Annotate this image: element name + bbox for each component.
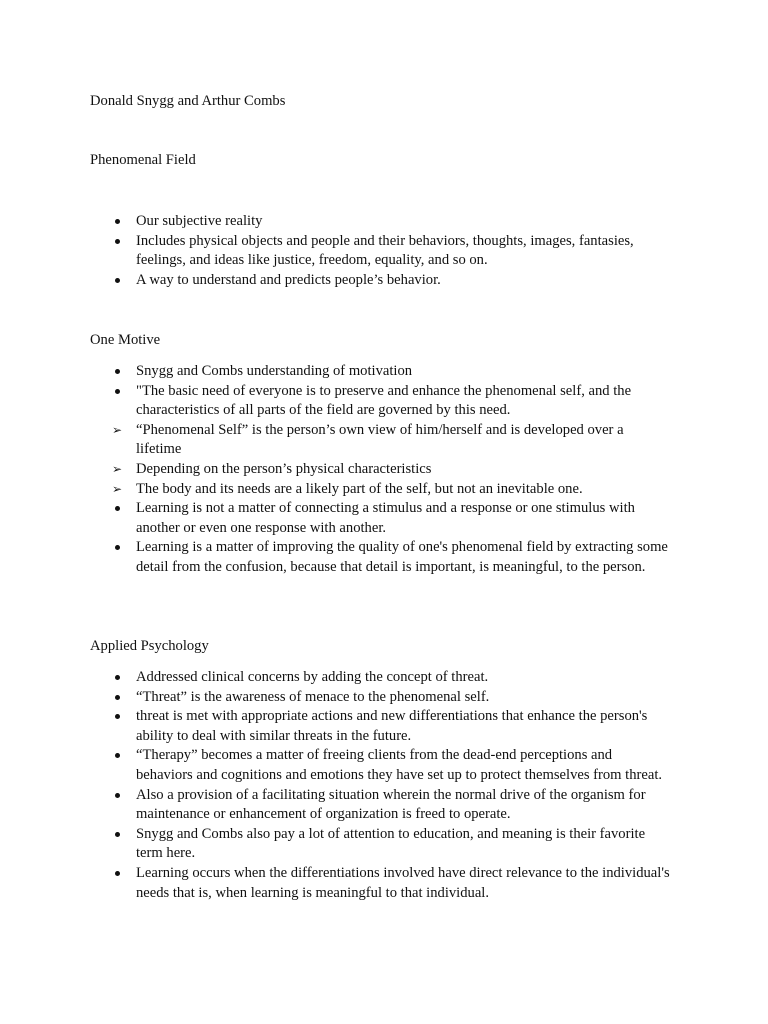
list-item-text: Learning is a matter of improving the quality of one's phenomenal field by extracting some detail from the confusion, because that detail is important, is meaningful, to the person.: [136, 539, 668, 575]
list-item-text: Learning is not a matter of connecting a stimulus and a response or one stimulus with another or even one response with another.: [136, 500, 635, 536]
list-item: [90, 786, 670, 825]
section-heading-applied-psychology: Applied Psychology: [90, 638, 209, 654]
list-item-text: Depending on the person’s physical characteristics: [136, 460, 432, 477]
list-item: [90, 668, 670, 688]
arrow-bullet-icon: ➢: [112, 422, 123, 437]
list-item: [90, 232, 670, 271]
list-item: [90, 382, 670, 421]
list-item-text: “Therapy” becomes a matter of freeing clients from the dead-end perceptions and behaviors and cognitions and emotions they have set up to protect themselves from threat.: [136, 747, 663, 783]
list-item: [90, 421, 670, 460]
list-item-text: “Threat” is the awareness of menace to the phenomenal self.: [136, 688, 490, 705]
list-item: [90, 746, 670, 785]
list-item-text: Snygg and Combs also pay a lot of attention to education, and meaning is their favorite term here.: [136, 825, 646, 862]
document-title: Donald Snygg and Arthur Combs: [90, 93, 286, 109]
list-item-text: Our subjective reality: [136, 213, 263, 229]
list-item: [90, 825, 670, 864]
section-heading-one-motive: One Motive: [90, 332, 161, 348]
arrow-bullet-icon: ➢: [112, 461, 123, 476]
list-item-text: "The basic need of everyone is to preserve and enhance the phenomenal self, and the characteristics of all parts of the field are governed by this need.: [136, 382, 632, 419]
list-item: [90, 460, 670, 480]
list-item: [90, 688, 670, 708]
list-item-text: Learning occurs when the differentiations involved have direct relevance to the individual's needs that is, when learning is meaningful to that individual.: [136, 864, 670, 901]
section-heading-phenomenal-field: Phenomenal Field: [90, 152, 196, 168]
list-item: [90, 864, 670, 903]
list-item-text: “Phenomenal Self” is the person’s own view of him/herself and is developed over a lifetime: [136, 421, 624, 458]
list-item: [90, 480, 670, 500]
phenomenal-field-list: [90, 212, 670, 290]
list-item-text: A way to understand and predicts people’s behavior.: [136, 271, 441, 288]
list-item-text: Addressed clinical concerns by adding the concept of threat.: [136, 669, 489, 685]
one-motive-list: [90, 362, 670, 578]
list-item-text: Includes physical objects and people and their behaviors, thoughts, images, fantasies, feelings, and ideas like justice, freedom, equality, and so on.: [136, 232, 634, 269]
arrow-bullet-icon: ➢: [112, 481, 123, 496]
list-item: [90, 707, 670, 746]
list-item-text: Also a provision of a facilitating situation wherein the normal drive of the organism for maintenance or enhancement of organization is freed to operate.: [136, 786, 646, 823]
list-item: [90, 271, 670, 291]
list-item-text: threat is met with appropriate actions and new differentiations that enhance the person's ability to deal with similar threats in the future.: [136, 708, 648, 744]
list-item-text: Snygg and Combs understanding of motivation: [136, 363, 413, 379]
list-item: [90, 499, 670, 538]
applied-psychology-list: [90, 668, 670, 903]
list-item: [90, 538, 670, 577]
list-item: [90, 212, 670, 232]
list-item: [90, 362, 670, 382]
list-item-text: The body and its needs are a likely part of the self, but not an inevitable one.: [136, 480, 583, 497]
